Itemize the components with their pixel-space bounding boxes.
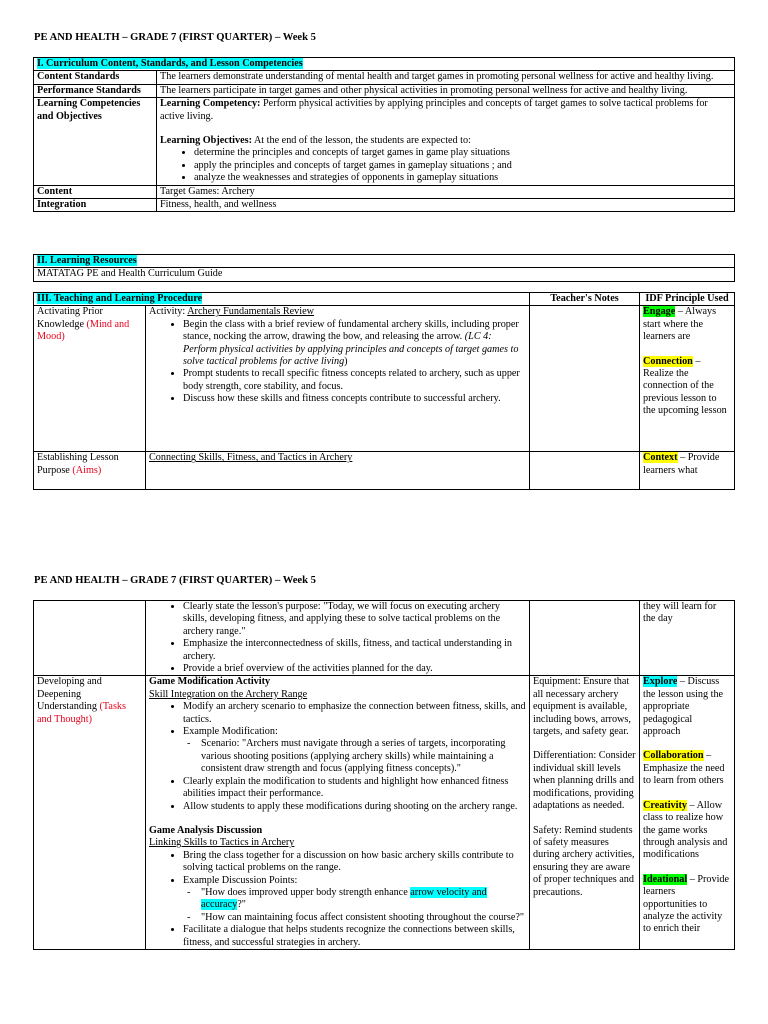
section-header-row <box>34 58 735 71</box>
idf-cell: Context – Provide learners what <box>640 452 735 490</box>
list-item: • Example Discussion Points: - "How does improved upper body strength enhance arrow velocity and accuracy?" - "How can maintaining focus affect consistent shooting throughout the course?" <box>183 875 526 925</box>
table-row <box>34 98 735 185</box>
idf-header: IDF Principle Used <box>640 293 735 306</box>
list-item: - Scenario: "Archers must navigate through a series of targets, incorporating various shooting positions (applying archery skills) while maintaining a consistent draw strength and focus (applying fitness concepts)." <box>201 738 526 775</box>
list-item: • Facilitate a dialogue that helps students recognize the connections between skills, fitness, and successful strategies in archery. <box>183 924 526 949</box>
stage-label <box>34 601 146 676</box>
learning-objectives-intro: Learning Objectives: At the end of the lesson, the students are expected to: <box>160 135 471 147</box>
section-title: I. Curriculum Content, Standards, and Lesson Competencies <box>37 58 303 69</box>
idf-cell: Engage – Always start where the learners are Connection – Realize the connection of the previous lesson to the upcoming lesson <box>640 306 735 452</box>
teachers-notes-cell <box>530 601 640 676</box>
row-label: Content Standards <box>34 71 157 84</box>
list-item: • determine the principles and concepts of target games in game play situations <box>194 147 731 159</box>
list-item: • Example Modification: - Scenario: "Archers must navigate through a series of targets, incorporating various shooting positions (applying archery skills) while maintaining a consistent draw strength and focus (applying fitness concepts)." <box>183 726 526 776</box>
teachers-notes-cell: Equipment: Ensure that all necessary archery equipment is available, including bows, arrows, targets, and safety gear. Differentiation: Consider individual skill levels when planning drills and modifications, providing adaptations as needed. Safety: Remind students of safety measures during archery activities, ensuring they are aware of proper techniques and precautions. <box>530 676 640 950</box>
procedure-table <box>33 292 735 490</box>
curriculum-table <box>33 57 735 212</box>
resources-table <box>33 254 735 282</box>
list-item: • analyze the weaknesses and strategies of opponents in gameplay situations <box>194 172 731 184</box>
integration-value: Fitness, health, and wellness <box>157 199 735 212</box>
table-row <box>34 71 735 84</box>
table-row <box>34 676 735 950</box>
list-item: - "How can maintaining focus affect consistent shooting throughout the course?" <box>201 912 526 924</box>
page-heading: PE AND HEALTH – GRADE 7 (FIRST QUARTER) – Week 5 <box>34 575 316 586</box>
section-title: III. Teaching and Learning Procedure <box>37 293 203 304</box>
table-row <box>34 452 735 490</box>
table-row <box>34 306 735 452</box>
activity-cell: Activity: Archery Fundamentals Review • Begin the class with a brief review of fundamental archery skills, including proper stance, nocking the arrow, drawing the bow, and releasing the arrow. (LC 4: Perform physical activities by applying principles and concepts of target games to solve tactical problems for active living) • Prompt students to recall specific fitness concepts related to archery, such as upper body strength, core stability, and focus. • Discuss how these skills and fitness concepts contribute to successful archery. <box>146 306 530 452</box>
table-row <box>34 185 735 198</box>
section-title: II. Learning Resources <box>37 255 137 266</box>
resource-value: MATATAG PE and Health Curriculum Guide <box>34 268 735 281</box>
list-item: • Clearly explain the modification to students and highlight how enhanced fitness abilities impact their performance. <box>183 776 526 801</box>
list-item: • Emphasize the interconnectedness of skills, fitness, and tactical understanding in archery. <box>183 638 526 663</box>
row-label: Content <box>34 185 157 198</box>
stage-label: Activating Prior Knowledge (Mind and Mood) <box>34 306 146 452</box>
procedure-header-row <box>34 293 735 306</box>
content-standards: The learners demonstrate understanding of mental health and target games in promoting personal wellness for active and healthy living. <box>157 71 735 84</box>
teachers-notes-cell <box>530 452 640 490</box>
list-item: • Begin the class with a brief review of fundamental archery skills, including proper stance, nocking the arrow, drawing the bow, and releasing the arrow. (LC 4: Perform physical activities by applying principles and concepts of target games to solve tactical problems for active living) <box>183 319 526 369</box>
table-row <box>34 84 735 97</box>
idf-cell: they will learn for the day <box>640 601 735 676</box>
list-item: • Bring the class together for a discussion on how basic archery skills contribute to solving tactical problems on the range. <box>183 850 526 875</box>
idf-cell: Explore – Discuss the lesson using the appropriate pedagogical approach Collaboration – Emphasize the need to learn from others Creativity – Allow class to realize how the game works through analysis and modifications Ideational – Provide learners opportunities to analyze the activity to enrich their <box>640 676 735 950</box>
list-item: • Prompt students to recall specific fitness concepts related to archery, such as upper body strength, core stability, and focus. <box>183 368 526 393</box>
competencies-cell <box>157 98 735 185</box>
list-item: • Provide a brief overview of the activities planned for the day. <box>183 663 526 675</box>
list-item: • apply the principles and concepts of target games in gameplay situations ; and <box>194 160 731 172</box>
row-label: Learning Competencies and Objectives <box>34 98 157 185</box>
row-label: Performance Standards <box>34 84 157 97</box>
content-value: Target Games: Archery <box>157 185 735 198</box>
list-item: • Modify an archery scenario to emphasize the connection between fitness, skills, and tactics. <box>183 701 526 726</box>
row-label: Integration <box>34 199 157 212</box>
table-row <box>34 601 735 676</box>
performance-standards: The learners participate in target games and other physical activities in promoting personal wellness for active and healthy living. <box>157 84 735 97</box>
activity-cell <box>146 601 530 676</box>
learning-competency: Learning Competency: Perform physical activities by applying principles and concepts of target games to solve tactical problems for active living. <box>160 98 708 122</box>
activity-cell: Game Modification Activity Skill Integration on the Archery Range • Modify an archery scenario to emphasize the connection between fitness, skills, and tactics. • Example Modification: - Scenario: "Archers must navigate through a series of targets, incorporating various shooting positions (applying archery skills) while maintaining a consistent draw strength and focus (applying fitness concepts)." • Clearly explain the modification to students and highlight how enhanced fitness abilities impact their performance. • Allow students to apply these modifications during shooting on the archery range. Game Analysis Discussion Linking Skills to Tactics in Archery • Bring the class together for a discussion on how basic archery skills contribute to solving tactical problems on the range. • Example Discussion Points: - "How does improved upper body strength enhance arrow velocity and accuracy?" - "How can maintaining focus affect consistent shooting throughout the course?" • Facilitate a dialogue that helps students recognize the connections between skills, fitness, and successful strategies in archery. <box>146 676 530 950</box>
teachers-notes-cell <box>530 306 640 452</box>
stage-label: Developing and Deepening Understanding (Tasks and Thought) <box>34 676 146 950</box>
procedure-table-continued <box>33 600 735 950</box>
page-heading: PE AND HEALTH – GRADE 7 (FIRST QUARTER) – Week 5 <box>34 32 316 43</box>
teachers-notes-header: Teacher's Notes <box>530 293 640 306</box>
list-item: - "How does improved upper body strength enhance arrow velocity and accuracy?" <box>201 887 526 912</box>
stage-label: Establishing Lesson Purpose (Aims) <box>34 452 146 490</box>
list-item: • Clearly state the lesson's purpose: "Today, we will focus on executing archery skills, developing fitness, and applying these to solve tactical problems on the archery range." <box>183 601 526 638</box>
list-item: • Discuss how these skills and fitness concepts contribute to successful archery. <box>183 393 526 405</box>
activity-cell: Connecting Skills, Fitness, and Tactics in Archery <box>146 452 530 490</box>
table-row <box>34 199 735 212</box>
list-item: • Allow students to apply these modifications during shooting on the archery range. <box>183 801 526 813</box>
objectives-list <box>160 147 731 184</box>
